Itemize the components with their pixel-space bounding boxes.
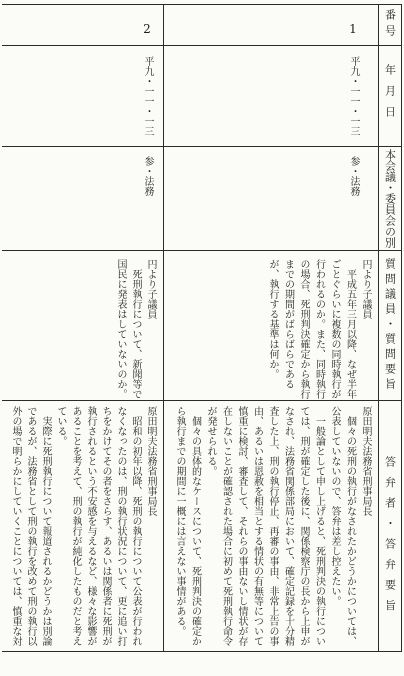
answer-paragraph <box>8 406 53 648</box>
header-cell-question <box>378 250 401 400</box>
answer-line: 外の場で明らかにしていくことについては、慎重な対 <box>10 406 21 646</box>
question-line: までの期間がばらばらである <box>282 259 294 389</box>
question-paragraph <box>265 259 358 401</box>
answer-line: 公表していないので、答弁は差し控えたい。 <box>329 406 340 606</box>
question-line: ごとぐらいに複数の同時執行が <box>329 259 340 399</box>
answerer-name: 原田明夫法務省刑事局長 <box>360 406 371 516</box>
entry-date: 平九・一一・一三 <box>348 56 359 136</box>
entry-session: 参・法務 <box>142 156 153 196</box>
question-paragraph <box>113 259 143 401</box>
entry-column <box>2 5 163 651</box>
entry-date-cell <box>2 45 163 146</box>
header-cell-answer <box>378 400 401 651</box>
header-cell-date <box>378 45 401 146</box>
entry-answer-cell <box>163 400 378 651</box>
answer-line: 在しないことが確認された場合に初めて死刑執行命令 <box>220 406 232 646</box>
header-date-label: 年月日 <box>383 64 397 127</box>
answer-line: 一般論として申し上げると、死刑判決の執行につい <box>313 416 325 646</box>
answer-line: 慎重に検討、審査して、それらの事由ないし情状が存 <box>236 406 247 646</box>
entry-number-cell <box>163 5 378 45</box>
answer-line: ている。 <box>55 406 66 446</box>
entry-number: 1 <box>346 22 360 36</box>
answer-line: ら執行までの期間に一概には言えない事情がある。 <box>174 406 185 636</box>
header-question-label: 質問議員・質問要旨 <box>383 257 397 393</box>
answer-body <box>172 406 358 648</box>
entry-number: 2 <box>140 22 154 36</box>
question-line: 平成五年三月以降、なぜ半年 <box>344 269 356 399</box>
answer-body <box>8 406 143 648</box>
question-text <box>113 259 158 401</box>
answer-line: 昭和の初年以降、死刑の執行について公表が行われ <box>130 416 141 646</box>
questioner-name: 円より子議員 <box>360 259 371 319</box>
entry-answer-cell <box>2 400 163 651</box>
answer-text <box>8 406 158 648</box>
entry-column <box>163 5 378 651</box>
question-body <box>265 259 358 401</box>
answer-text <box>172 406 374 648</box>
answer-line: 個々の死刑の執行がなされたかどうかについては、 <box>344 416 356 646</box>
answer-line: あることを考えて、刑の執行が純化したものだと考え <box>70 406 81 646</box>
entry-session: 参・法務 <box>348 156 359 196</box>
questioner-name: 円より子議員 <box>145 259 156 319</box>
header-session-label: 本会議・委員会の別 <box>383 148 397 248</box>
entry-session-cell <box>163 146 378 250</box>
answer-table <box>2 4 402 652</box>
answer-line: 実際に死刑執行について報道されるかどうかは別論 <box>40 416 51 646</box>
entry-session-cell <box>2 146 163 250</box>
entry-question-cell <box>163 250 378 400</box>
question-line: 行われるのか。また、同時執行 <box>313 259 325 399</box>
answer-paragraph <box>53 406 143 648</box>
answer-line: ちをかけてその者をさらす、あるいは関係者に死刑が <box>100 406 111 646</box>
answer-line: が発せられる。 <box>205 406 216 476</box>
header-column <box>378 5 401 651</box>
answer-line: 査した上、刑の執行停止、再審の事由、非常上告の事 <box>267 406 278 646</box>
answer-line: 個々の具体的なケースについて、死刑判決の確定か <box>189 416 201 646</box>
entry-question-cell <box>2 250 163 400</box>
answer-line: 執行されるという不安感を与えるなど、様々な影響が <box>85 406 96 646</box>
answer-line: であるが、法務省として刑の執行を改めて刑の執行以 <box>25 406 36 646</box>
answer-line: ては、刑が確定した後に、関係検察庁の長から上申が <box>298 406 309 646</box>
entry-number-cell <box>2 5 163 45</box>
question-line: が、執行する基準は何か。 <box>267 259 278 379</box>
question-line: 国民に発表はしていないのか。 <box>115 259 126 399</box>
answer-paragraph <box>203 406 327 648</box>
answer-paragraph <box>172 406 203 648</box>
answer-line: なくなったのは、刑の執行状況について、更に追い打 <box>115 406 126 646</box>
entry-date-cell <box>163 45 378 146</box>
header-number-label: 番号 <box>383 9 397 41</box>
answer-paragraph <box>327 406 358 648</box>
answer-line: なされ、法務省関係部局において、確定記録を十分精 <box>282 406 294 646</box>
header-cell-number <box>378 5 401 45</box>
header-cell-session <box>378 146 401 250</box>
question-line: 死刑執行について、新聞等で <box>130 269 141 399</box>
question-line: の場合、死刑判決確定から執行 <box>298 259 309 399</box>
answer-line: 由、あるいは恩赦を相当とする情状の有無等について <box>251 406 263 646</box>
header-answer-label: 答弁者・答弁要旨 <box>383 456 397 620</box>
question-text <box>265 259 374 401</box>
answerer-name: 原田明夫法務省刑事局長 <box>145 406 156 516</box>
entry-date: 平九・一一・一三 <box>142 56 153 136</box>
question-body <box>113 259 143 401</box>
